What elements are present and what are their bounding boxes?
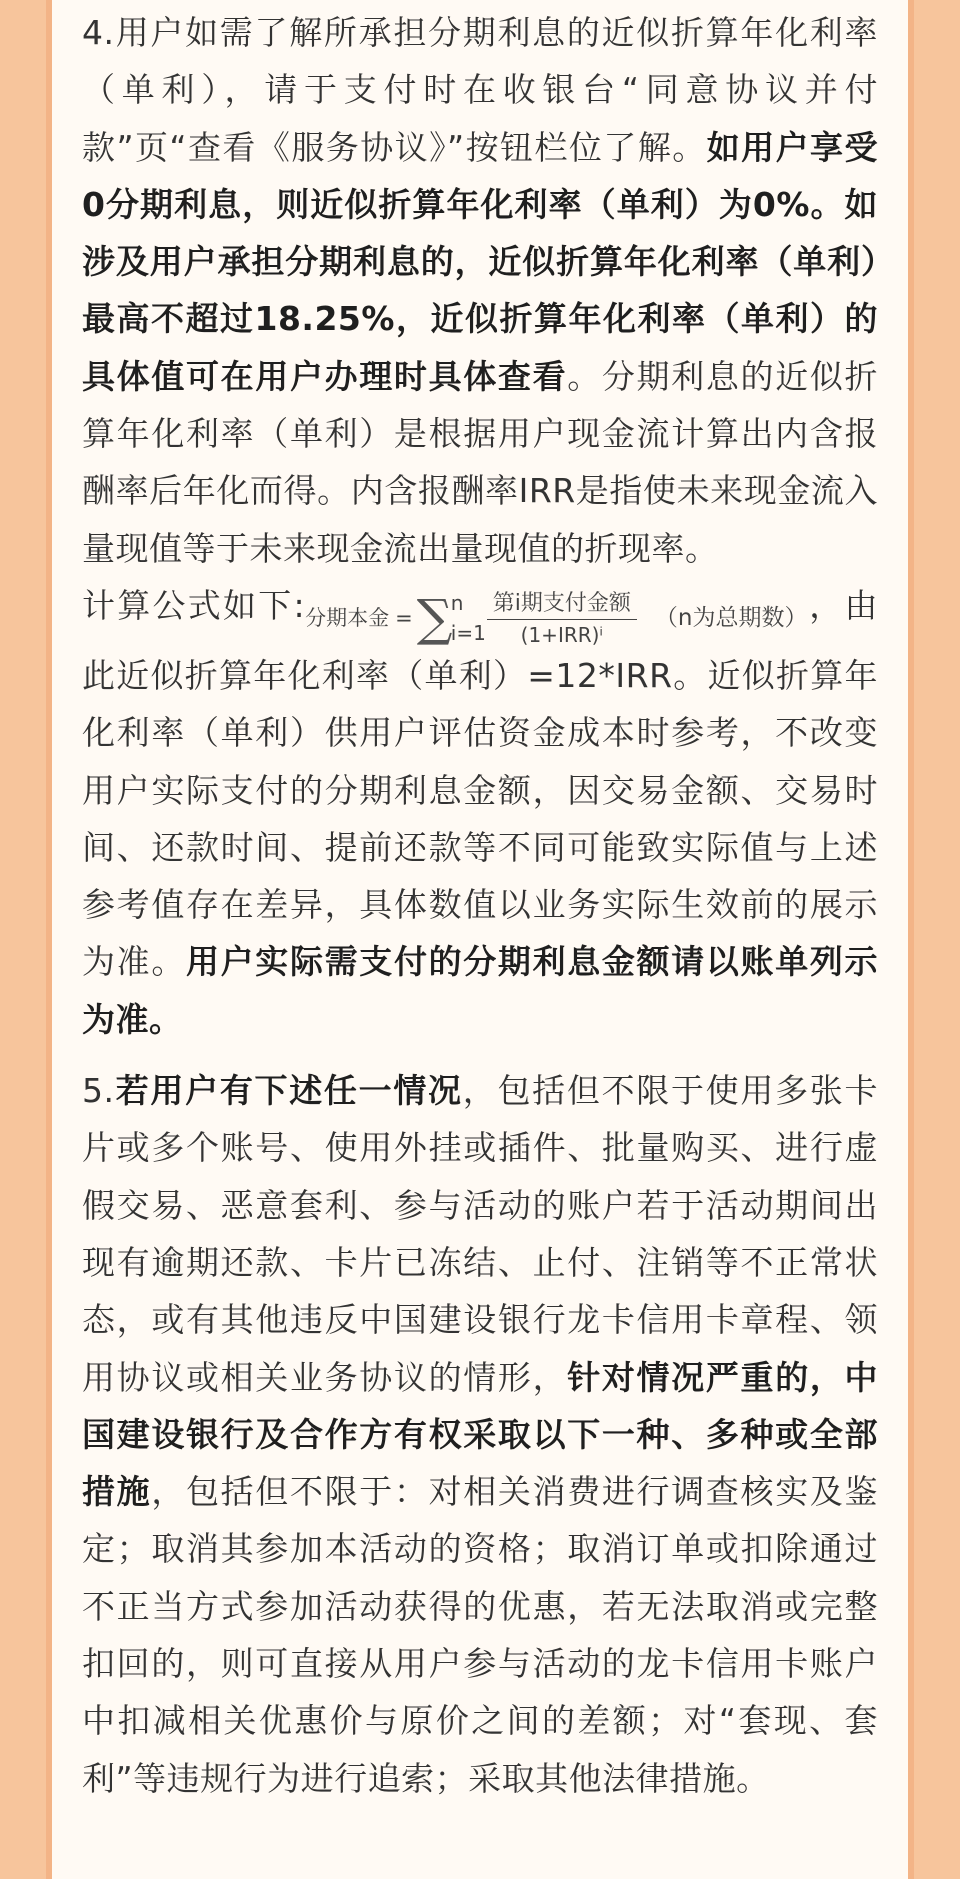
term-5-number: 5. xyxy=(82,1071,115,1111)
fraction-denominator: (1+IRR)ⁱ xyxy=(520,622,604,647)
formula-prefix: 计算公式如下: xyxy=(82,585,306,625)
summation-upper-bound: n xyxy=(450,590,464,615)
term-5-bold-2: 针对情况严重的，中国建设银行及合作方有权采取以下一种、多种或全部措施 xyxy=(82,1357,879,1512)
terms-document xyxy=(52,0,908,1879)
irr-formula xyxy=(305,588,808,647)
term-item-4 xyxy=(82,4,878,1048)
fraction-numerator: 第i期支付金额 xyxy=(487,593,637,620)
formula-note: （n为总期数） xyxy=(654,605,808,632)
formula-summation xyxy=(416,588,486,647)
term-item-5 xyxy=(82,1062,878,1807)
sigma-symbol: ∑ xyxy=(416,588,453,647)
summation-lower-bound: i=1 xyxy=(450,620,486,645)
term-5-text-3: ，包括但不限于：对相关消费进行调查核实及鉴定；取消其参加本活动的资格；取消订单或扣除通过不正当方式参加活动获得的优惠，若无法取消或完整扣回的，则可直接从用户参与活动的龙卡信用卡账户中扣减相关优惠价与原价之间的差额；对“套现、套利”等违规行为进行追索；采取其他法律措施。 xyxy=(82,1472,879,1798)
formula-fraction xyxy=(487,590,637,647)
term-4-text-3: ，由此近似折算年化利率（单利）=12*IRR。近似折算年化利率（单利）供用户评估资金成本时参考，不改变用户实际支付的分期利息金额，因交易金额、交易时间、还款时间、提前还款等不同可能致实际值与上述参考值存在差异，具体数值以业务实际生效前的展示为准。 xyxy=(82,585,878,982)
formula-lhs: 分期本金 xyxy=(305,606,390,631)
right-border-decoration xyxy=(908,0,960,1879)
left-border-decoration xyxy=(0,0,52,1879)
term-5-bold-1: 若用户有下述任一情况 xyxy=(114,1071,463,1111)
formula-equals: = xyxy=(395,606,413,631)
term-4-bold-2: 用户实际需支付的分期利息金额请以账单列示为准。 xyxy=(82,942,879,1039)
term-4-text-1: 4.用户如需了解所承担分期利息的近似折算年化利率（单利），请于支付时在收银台“同意协议并付款”页“查看《服务协议》”按钮栏位了解。 xyxy=(82,13,878,167)
term-4-bold-1: 如用户享受0分期利息，则近似折算年化利率（单利）为0%。如涉及用户承担分期利息的，近似折算年化利率（单利）最高不超过18.25%，近似折算年化利率（单利）的具体值可在用户办理时具体查看 xyxy=(82,127,879,396)
term-4-text-2: 。分期利息的近似折算年化利率（单利）是根据用户现金流计算出内含报酬率后年化而得。内含报酬率IRR是指使未来现金流入量现值等于未来现金流出量现值的折现率。 xyxy=(82,356,879,568)
term-5-text-2: ，包括但不限于使用多张卡片或多个账号、使用外挂或插件、批量购买、进行虚假交易、恶意套利、参与活动的账户若于活动期间出现有逾期还款、卡片已冻结、止付、注销等不正常状态，或有其他违反中国建设银行龙卡信用卡章程、领用协议或相关业务协议的情形， xyxy=(82,1071,878,1397)
